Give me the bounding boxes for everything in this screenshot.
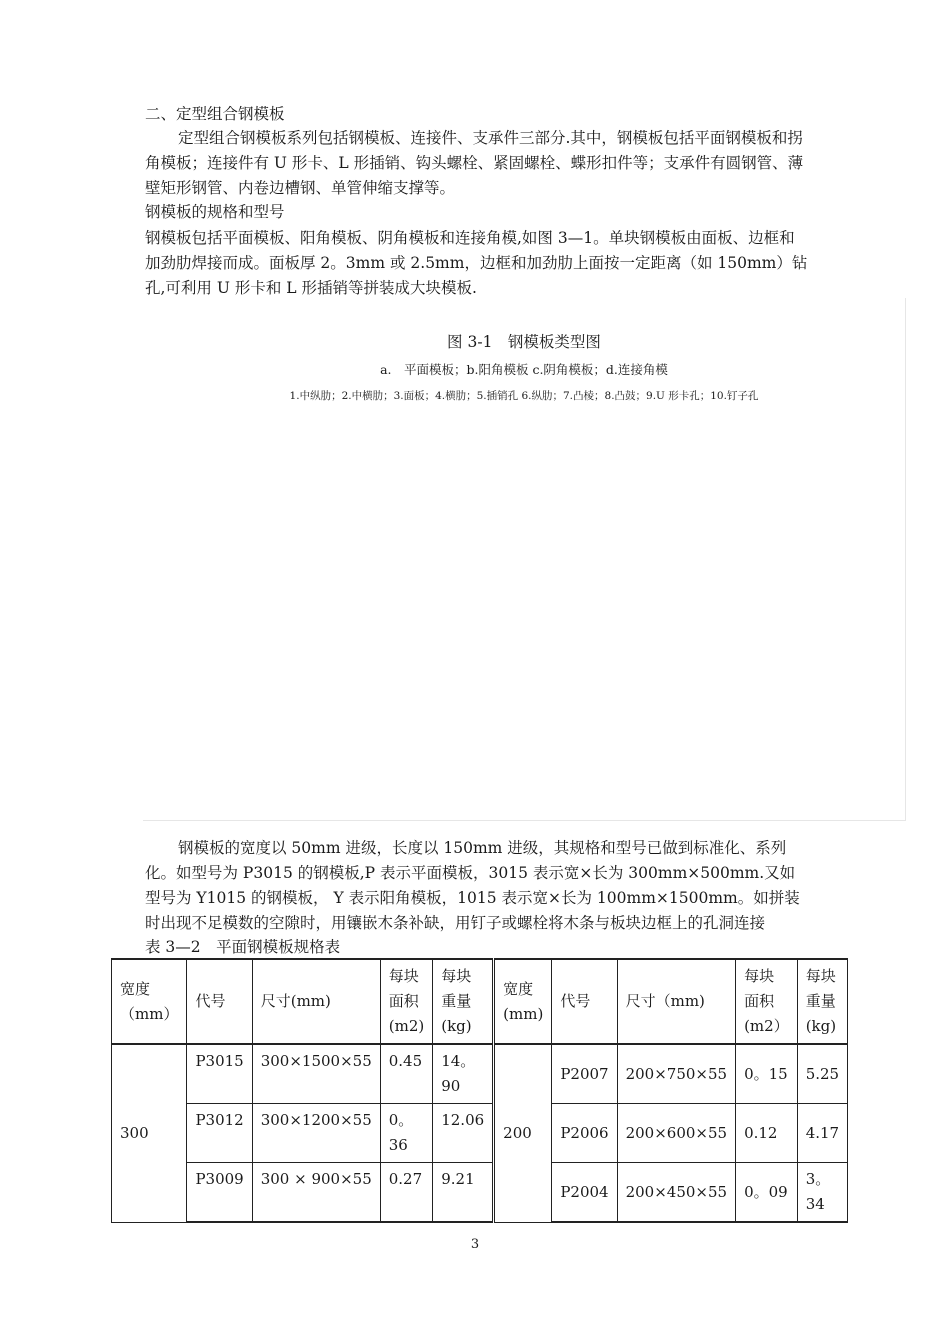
area-cell: 0。36	[380, 1104, 432, 1163]
size-cell: 200×450×55	[617, 1163, 735, 1223]
area-cell: 0.27	[380, 1163, 432, 1223]
header-width-right: 宽度(mm)	[494, 959, 552, 1044]
intro-paragraph: 定型组合钢模板系列包括钢模板、连接件、支承件三部分.其中，钢模板包括平面钢模板和拐角模板；连接件有 U 形卡、L 形插销、钩头螺栓、紧固螺栓、蝶形扣件等；支承件有圆钢管、薄壁矩形钢管、内卷边槽钢、单管伸缩支撑等。	[145, 129, 804, 197]
weight-cell: 4.17	[797, 1104, 847, 1163]
figure-area	[143, 298, 906, 821]
code-cell: P3015	[187, 1044, 252, 1104]
header-width: 宽度（mm）	[112, 959, 187, 1044]
width-cell-left: 300	[112, 1044, 187, 1222]
size-cell: 300×1200×55	[252, 1104, 380, 1163]
table-header-row	[112, 959, 848, 1044]
size-cell: 300 × 900×55	[252, 1163, 380, 1223]
table-row	[112, 1163, 848, 1223]
table-row	[112, 1104, 848, 1163]
area-cell: 0。09	[736, 1163, 798, 1223]
size-cell: 300×1500×55	[252, 1044, 380, 1104]
width-cell-right: 200	[494, 1044, 552, 1222]
header-size-right: 尺寸（mm)	[617, 959, 735, 1044]
header-code-right: 代号	[552, 959, 617, 1044]
weight-cell: 12.06	[433, 1104, 494, 1163]
area-cell: 0.45	[380, 1044, 432, 1104]
section-heading: 二、定型组合钢模板	[145, 105, 285, 123]
formwork-paragraph: 钢模板包括平面模板、阳角模板、阴角模板和连接角模,如图 3—1。单块钢模板由面板、边框和加劲肋焊接而成。面板厚 2。3mm 或 2.5mm，边框和加劲肋上面按一定距离（如 150mm）钻孔,可利用 U 形卡和 L 形插销等拼装成大块模板.	[145, 229, 808, 297]
code-cell: P2006	[552, 1104, 617, 1163]
code-cell: P2007	[552, 1044, 617, 1104]
header-weight-right: 每块重量(kg)	[797, 959, 847, 1044]
table-row	[112, 1044, 848, 1104]
figure-subtitle: a. 平面模板；b.阳角模板 c.阴角模板；d.连接角模	[380, 362, 668, 377]
specification-paragraph: 钢模板的宽度以 50mm 进级，长度以 150mm 进级，其规格和型号已做到标准化、系列化。如型号为 P3015 的钢模板,P 表示平面模板，3015 表示宽×长为 300mm×500mm.又如型号为 Y1015 的钢模板， Y 表示阳角模板，1015 表示宽×长为 100mm×1500mm。如拼装时出现不足模数的空隙时，用镶嵌木条补缺，用钉子或螺栓将木条与板块边框上的孔洞连接	[145, 839, 800, 932]
area-cell: 0.12	[736, 1104, 798, 1163]
code-cell: P2004	[552, 1163, 617, 1223]
header-size: 尺寸(mm)	[252, 959, 380, 1044]
weight-cell: 14。90	[433, 1044, 494, 1104]
figure-title: 图 3-1 钢模板类型图	[447, 333, 601, 351]
size-cell: 200×600×55	[617, 1104, 735, 1163]
header-area-right: 每块面积(m2）	[736, 959, 798, 1044]
figure-legend: 1.中纵肋；2.中横肋；3.面板；4.横肋；5.插销孔 6.纵肋；7.凸棱；8.凸鼓；9.U 形卡孔；10.钉子孔	[289, 390, 759, 402]
weight-cell: 3。34	[797, 1163, 847, 1223]
code-cell: P3012	[187, 1104, 252, 1163]
code-cell: P3009	[187, 1163, 252, 1223]
subsection-heading: 钢模板的规格和型号	[145, 203, 285, 221]
size-cell: 200×750×55	[617, 1044, 735, 1104]
header-code: 代号	[187, 959, 252, 1044]
spec-table	[111, 958, 848, 1223]
header-area: 每块面积(m2)	[380, 959, 432, 1044]
weight-cell: 9.21	[433, 1163, 494, 1223]
area-cell: 0。15	[736, 1044, 798, 1104]
page-number: 3	[470, 1237, 480, 1252]
header-weight: 每块重量(kg)	[433, 959, 494, 1044]
table-caption: 表 3—2 平面钢模板规格表	[145, 938, 341, 956]
weight-cell: 5.25	[797, 1044, 847, 1104]
